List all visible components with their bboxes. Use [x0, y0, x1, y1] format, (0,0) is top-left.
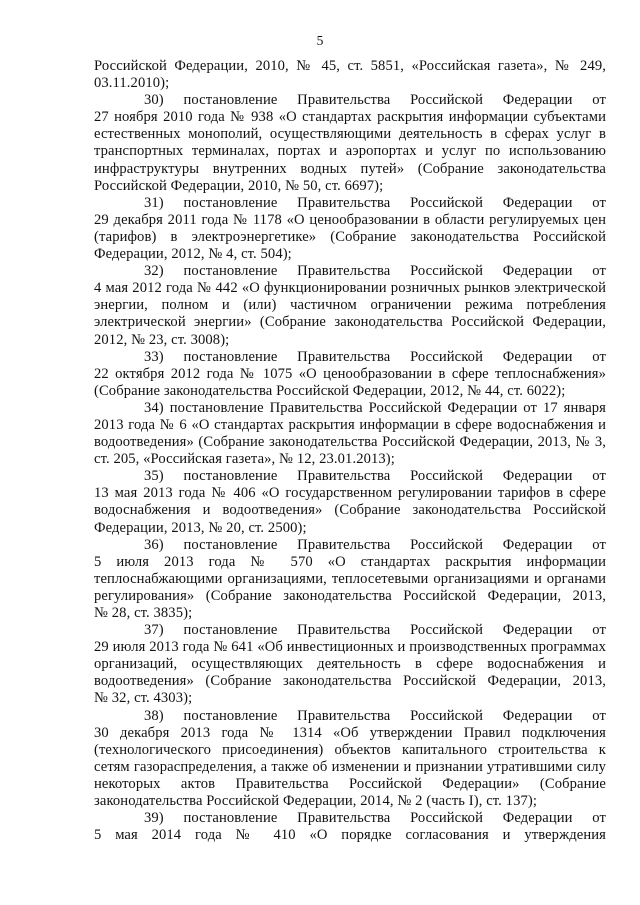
text-line: Федерации, 2013, № 20, ст. 2500);	[94, 519, 307, 536]
text-line: Российской Федерации, 2010, № 50, ст. 6697);	[94, 177, 384, 194]
text-line: 29 декабря 2011 года № 1178 «О ценообразовании в области регулируемых цен	[94, 211, 606, 228]
text-line: ст. 205, «Российская газета», № 12, 23.01.2013);	[94, 451, 395, 468]
text-line: 2012, № 23, ст. 3008);	[94, 331, 230, 348]
text-line: водоотведения» (Собрание законодательства Российской Федерации, 2013, № 3,	[94, 434, 606, 451]
text-line: № 28, ст. 3835);	[94, 605, 193, 621]
text-line: инфраструктуры внутренних водных путей» (Собрание законодательства	[94, 160, 606, 177]
text-line: водоотведения» (Собрание законодательства Российской Федерации, 2013,	[94, 673, 606, 690]
document-body	[94, 58, 606, 844]
text-line: 5 июля 2013 года № 570 «О стандартах раскрытия информации	[94, 553, 606, 570]
text-line: 31) постановление Правительства Российской Федерации от	[144, 194, 606, 211]
text-line: 35) постановление Правительства Российской Федерации от	[144, 468, 606, 485]
text-line: 39) постановление Правительства Российской Федерации от	[144, 810, 606, 827]
page-number: 5	[316, 33, 324, 48]
text-line: 36) постановление Правительства Российской Федерации от	[144, 536, 606, 553]
text-line: (технологического присоединения) объектов капитального строительства к	[94, 741, 606, 758]
text-line: 4 мая 2012 года № 442 «О функционировании розничных рынков электрической	[94, 280, 606, 297]
text-line: 2013 года № 6 «О стандартах раскрытия информации в сфере водоснабжения и	[94, 416, 606, 433]
paragraph	[94, 468, 606, 536]
text-line: 33) постановление Правительства Российской Федерации от	[144, 348, 606, 365]
paragraph	[94, 349, 606, 400]
text-line: естественных монополий, осуществляющими деятельность в сферах услуг в	[94, 126, 606, 143]
paragraph	[94, 622, 606, 707]
text-line: некоторых актов Правительства Российской Федерации» (Собрание	[94, 775, 606, 792]
text-line: 13 мая 2013 года № 406 «О государственном регулировании тарифов в сфере	[94, 485, 606, 502]
text-line: 29 июля 2013 года № 641 «Об инвестиционных и производственных программах	[94, 639, 606, 656]
paragraph	[94, 195, 606, 263]
paragraph	[94, 92, 606, 195]
text-line: сетям газораспределения, а также об изменении и признании утратившими силу	[94, 758, 606, 775]
text-line: водоснабжения и водоотведения» (Собрание законодательства Российской	[94, 502, 606, 519]
text-line: 22 октября 2012 года № 1075 «О ценообразовании в сфере теплоснабжения»	[94, 365, 606, 382]
text-line: Российской Федерации, 2010, № 45, ст. 5851, «Российская газета», № 249,	[94, 58, 606, 74]
text-line: 34) постановление Правительства Российской Федерации от 17 января	[144, 399, 606, 416]
text-line: организаций, осуществляющих деятельность в сфере водоснабжения и	[94, 656, 606, 673]
text-line: Федерации, 2012, № 4, ст. 504);	[94, 246, 292, 263]
text-line: электрической энергии» (Собрание законодательства Российской Федерации,	[94, 314, 606, 331]
text-line: 32) постановление Правительства Российской Федерации от	[144, 263, 606, 280]
text-line: законодательства Российской Федерации, 2014, № 2 (часть I), ст. 137);	[94, 793, 537, 810]
text-line: 30) постановление Правительства Российской Федерации от	[144, 92, 606, 109]
paragraph	[94, 58, 606, 92]
paragraph	[94, 810, 606, 844]
text-line: 27 ноября 2010 года № 938 «О стандартах раскрытия информации субъектами	[94, 109, 606, 126]
text-line: (Собрание законодательства Российской Федерации, 2012, № 44, ст. 6022);	[94, 382, 566, 399]
text-line: 5 мая 2014 года № 410 «О порядке согласования и утверждения	[94, 827, 606, 844]
text-line: 30 декабря 2013 года № 1314 «Об утверждении Правил подключения	[94, 724, 606, 741]
text-line: транспортных терминалах, портах и аэропортах и услуг по использованию	[94, 143, 606, 160]
text-line: 37) постановление Правительства Российской Федерации от	[144, 622, 606, 639]
paragraph	[94, 263, 606, 348]
paragraph	[94, 537, 606, 622]
text-line: регулирования» (Собрание законодательства Российской Федерации, 2013,	[94, 587, 606, 604]
paragraph	[94, 708, 606, 811]
text-line: теплоснабжающими организациями, теплосетевыми организациями и органами	[94, 570, 606, 587]
text-line: энергии, полном и (или) частичном ограничении режима потребления	[94, 297, 606, 314]
text-line: 03.11.2010);	[94, 75, 170, 92]
text-line: № 32, ст. 4303);	[94, 690, 193, 707]
paragraph	[94, 400, 606, 468]
text-line: (тарифов) в электроэнергетике» (Собрание законодательства Российской	[94, 228, 606, 245]
text-line: 38) постановление Правительства Российской Федерации от	[144, 707, 606, 724]
